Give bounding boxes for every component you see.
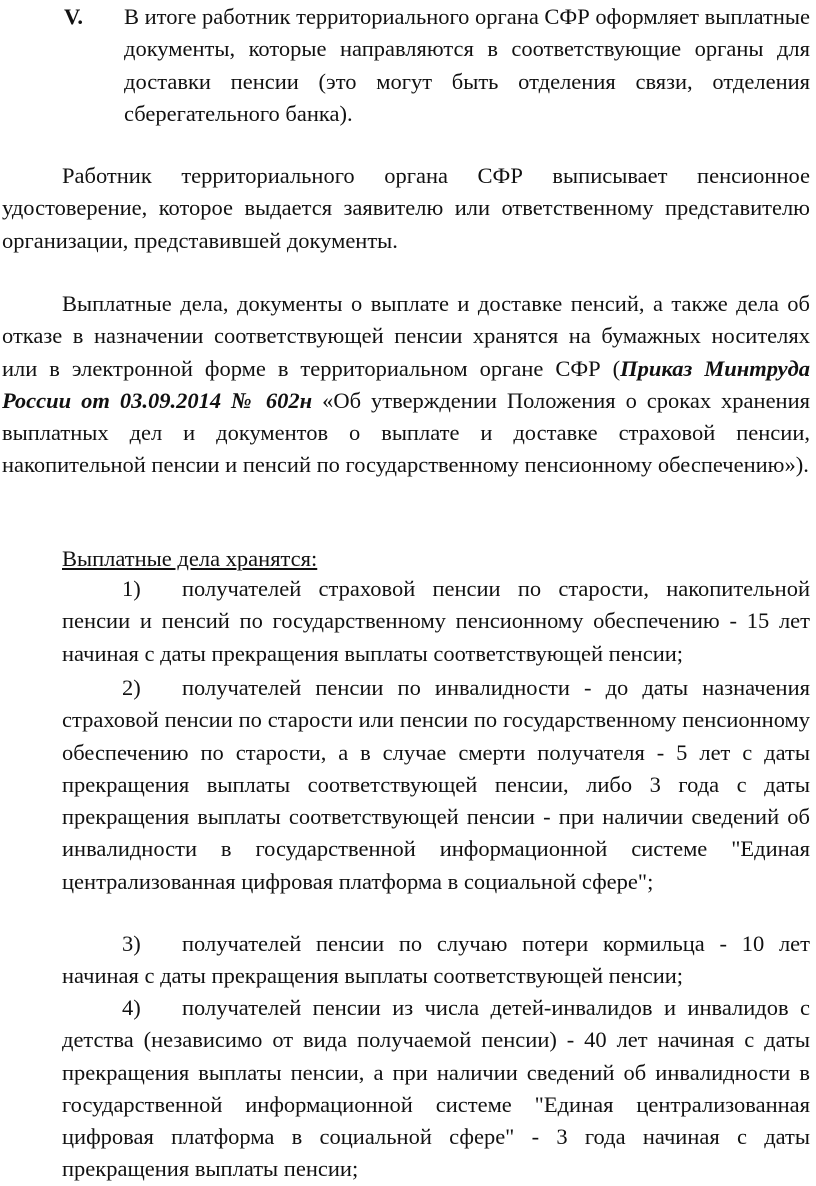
storage-text-after: «Об утверждении Положения о сроках хранения выплатных дел и документов о выплате и доставке страховой пенсии, накопительной пенсии и пенсий по государственному пенсионному обеспечению»). bbox=[2, 387, 810, 478]
list-item-number: 4) bbox=[122, 995, 141, 1020]
paragraph-certificate: Работник территориального органа СФР выписывает пенсионное удостоверение, которое выдается заявителю или ответственному представителю организации, представившей документы. bbox=[2, 163, 810, 253]
storage-text-before: Выплатные дела, документы о выплате и доставке пенсий, а также дела об отказе в назначении соответствующей пенсии хранятся на бумажных носителях или в электронной форме в территориальном органе СФР ( bbox=[2, 291, 810, 381]
order-reference: Приказ Минтруда России от 03.09.2014 № 602н bbox=[2, 355, 810, 413]
list-item bbox=[62, 672, 810, 898]
section-v bbox=[0, 1, 816, 131]
list-item-number: 2) bbox=[122, 675, 141, 700]
list-item-number: 3) bbox=[122, 931, 141, 956]
list-item-text: получателей пенсии по инвалидности - до даты назначения страховой пенсии по старости или пенсии по государственному пенсионному обеспечению по старости, а в случае смерти получателя - 5 лет с даты прекращения выплаты соответствующей пенсии, либо 3 года с даты прекращения выплаты соответствующей пенсии - при наличии сведений об инвалидности в государственной информационной системе "Единая централизованная цифровая платформа в социальной сфере"; bbox=[62, 675, 810, 894]
list-item-text: получателей пенсии из числа детей-инвалидов и инвалидов с детства (независимо от вида получаемой пенсии) - 40 лет начиная с даты прекращения выплаты пенсии, а при наличии сведений об инвалидности в государственной информационной системе "Единая централизованная цифровая платформа в социальной сфере" - 3 года начиная с даты прекращения выплаты пенсии; bbox=[62, 995, 810, 1182]
list-item-text: получателей пенсии по случаю потери кормильца - 10 лет начиная с даты прекращения выплаты соответствующей пенсии; bbox=[62, 931, 810, 989]
list-item-number: 1) bbox=[122, 576, 141, 601]
list-heading: Выплатные дела хранятся: bbox=[62, 546, 318, 571]
list-item bbox=[62, 928, 810, 993]
section-v-text: В итоге работник территориального органа СФР оформляет выплатные документы, которые направляются в соответствующие органы для доставки пенсии (это могут быть отделения связи, отделения сберегательного банка). bbox=[124, 4, 810, 126]
list-item bbox=[62, 573, 810, 670]
list-item-text: получателей страховой пенсии по старости, накопительной пенсии и пенсий по государственному пенсионному обеспечению - 15 лет начиная с даты прекращения выплаты соответствующей пенсии; bbox=[62, 576, 810, 666]
list-item bbox=[62, 992, 810, 1186]
paragraph-storage bbox=[2, 288, 810, 482]
section-number: V. bbox=[64, 4, 83, 29]
